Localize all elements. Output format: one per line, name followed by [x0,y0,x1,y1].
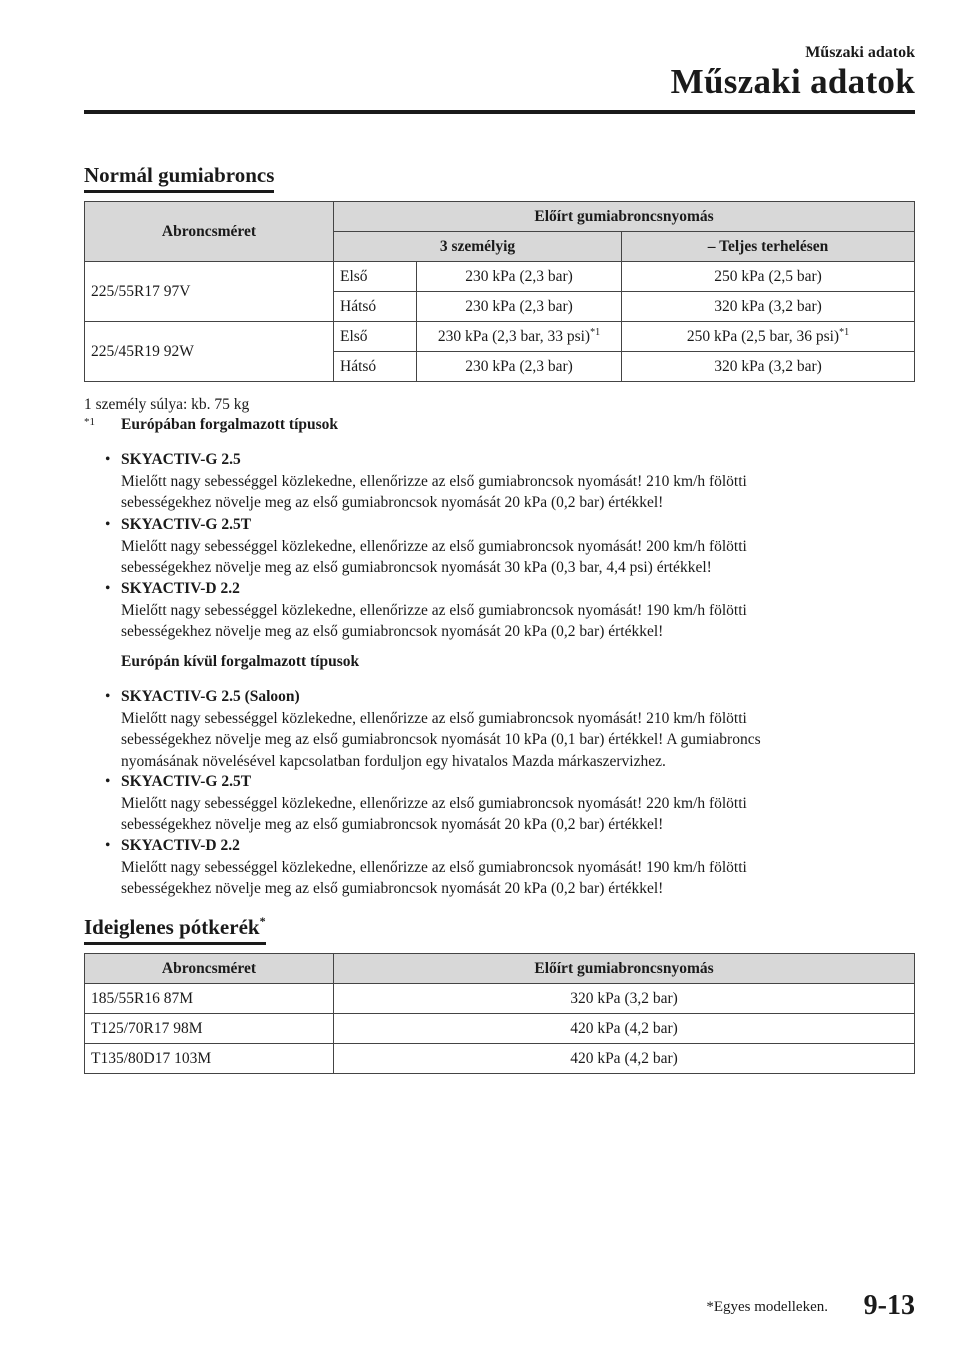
non-europe-title: Európán kívül forgalmazott típusok [121,653,360,670]
list-item [105,835,911,900]
chapter-title: Műszaki adatok [670,62,915,101]
spare-tire-table [84,953,915,1074]
list-item [105,771,911,836]
footnote-mark: *1 [839,327,850,338]
item-line: nyomásának növelésével kapcsolatban forduljon egy hivatalos Mazda márkaszervizhez. [121,752,666,770]
th-size: Abroncsméret [85,202,334,262]
engine-name: SKYACTIV-G 2.5 [121,451,241,468]
th-pressure: Előírt gumiabroncsnyomás [334,954,915,984]
pressure-cell: 420 kPa (4,2 bar) [334,1044,915,1074]
list-item [105,449,911,514]
header-rule [84,110,915,114]
model-footnote: *Egyes modelleken. [706,1299,828,1315]
list-item [105,686,911,772]
pressure-3p-cell [417,322,622,352]
item-line: Mielőtt nagy sebességgel közlekedne, ellenőrizze az első gumiabroncsok nyomását! 190 km/h fölötti [121,601,747,619]
table-row [85,262,915,292]
pressure-full-cell: 320 kPa (3,2 bar) [622,292,915,322]
pressure-cell: 320 kPa (3,2 bar) [334,984,915,1014]
tire-size-cell: T135/80D17 103M [85,1044,334,1074]
bullet-icon: • [105,688,111,705]
bullet-icon: • [105,516,111,533]
pressure-full-cell [622,322,915,352]
pressure-full-cell: 320 kPa (3,2 bar) [622,352,915,382]
position-cell: Első [334,262,417,292]
item-line: sebességekhez növelje meg az első gumiabroncsok nyomását 10 kPa (0,1 bar) értékkel! A gumiabroncs [121,731,761,748]
title-asterisk: * [259,914,266,928]
running-header: Műszaki adatok [805,44,915,61]
item-line: sebességekhez növelje meg az első gumiabroncsok nyomását 20 kPa (0,2 bar) értékkel! [121,623,664,640]
position-cell: Első [334,322,417,352]
table-row [85,1044,915,1074]
pressure-full-cell: 250 kPa (2,5 bar) [622,262,915,292]
engine-name: SKYACTIV-G 2.5T [121,516,252,533]
tire-size-cell: T125/70R17 98M [85,1014,334,1044]
engine-name: SKYACTIV-D 2.2 [121,580,240,597]
footnote-marker: *1 [84,416,95,428]
th-size: Abroncsméret [85,954,334,984]
footnote-1 [84,416,339,435]
item-line: Mielőtt nagy sebességgel közlekedne, ellenőrizze az első gumiabroncsok nyomását! 210 km/h fölötti [121,709,747,727]
bullet-icon: • [105,773,111,790]
tire-size-cell: 185/55R16 87M [85,984,334,1014]
engine-name: SKYACTIV-D 2.2 [121,837,240,854]
position-cell: Hátsó [334,352,417,382]
bullet-icon: • [105,451,111,468]
spare-tire-title-text: Ideiglenes pótkerék [84,915,260,939]
item-line: Mielőtt nagy sebességgel közlekedne, ellenőrizze az első gumiabroncsok nyomását! 200 km/h fölötti [121,537,747,555]
pressure-3p-cell: 230 kPa (2,3 bar) [417,262,622,292]
item-line: Mielőtt nagy sebességgel közlekedne, ellenőrizze az első gumiabroncsok nyomását! 210 km/h fölötti [121,472,747,490]
normal-tire-table [84,201,915,382]
spare-tire-title [84,914,266,945]
list-item [105,578,911,643]
page-number: 9-13 [863,1290,915,1321]
bullet-icon: • [105,580,111,597]
engine-name: SKYACTIV-G 2.5 (Saloon) [121,688,300,705]
pressure-value: 250 kPa (2,5 bar, 36 psi) [686,328,840,345]
th-3-persons: 3 személyig [334,232,622,262]
item-line: sebességekhez növelje meg az első gumiabroncsok nyomását 30 kPa (0,3 bar, 4,4 psi) értékkel! [121,559,712,576]
table-row [85,1014,915,1044]
item-line: sebességekhez növelje meg az első gumiabroncsok nyomását 20 kPa (0,2 bar) értékkel! [121,494,664,511]
normal-tire-title-text: Normál gumiabroncs [84,163,275,187]
footnote-mark: *1 [590,327,601,338]
pressure-value: 230 kPa (2,3 bar, 33 psi) [437,328,591,345]
item-line: sebességekhez növelje meg az első gumiabroncsok nyomását 20 kPa (0,2 bar) értékkel! [121,816,664,833]
engine-name: SKYACTIV-G 2.5T [121,773,252,790]
bullet-icon: • [105,837,111,854]
th-pressure: Előírt gumiabroncsnyomás [334,202,915,232]
tire-size-cell: 225/45R19 92W [85,322,334,382]
item-line: sebességekhez növelje meg az első gumiabroncsok nyomását 20 kPa (0,2 bar) értékkel! [121,880,664,897]
position-cell: Hátsó [334,292,417,322]
footnote-title: Európában forgalmazott típusok [121,416,339,433]
pressure-cell: 420 kPa (4,2 bar) [334,1014,915,1044]
table-row [85,984,915,1014]
weight-note: 1 személy súlya: kb. 75 kg [84,396,250,413]
normal-tire-title [84,163,274,193]
list-item [105,514,911,579]
pressure-3p-cell: 230 kPa (2,3 bar) [417,352,622,382]
item-line: Mielőtt nagy sebességgel közlekedne, ellenőrizze az első gumiabroncsok nyomását! 190 km/h fölötti [121,858,747,876]
th-full-load: – Teljes terhelésen [622,232,915,262]
pressure-3p-cell: 230 kPa (2,3 bar) [417,292,622,322]
table-row [85,322,915,352]
tire-size-cell: 225/55R17 97V [85,262,334,322]
item-line: Mielőtt nagy sebességgel közlekedne, ellenőrizze az első gumiabroncsok nyomását! 220 km/h fölötti [121,794,747,812]
